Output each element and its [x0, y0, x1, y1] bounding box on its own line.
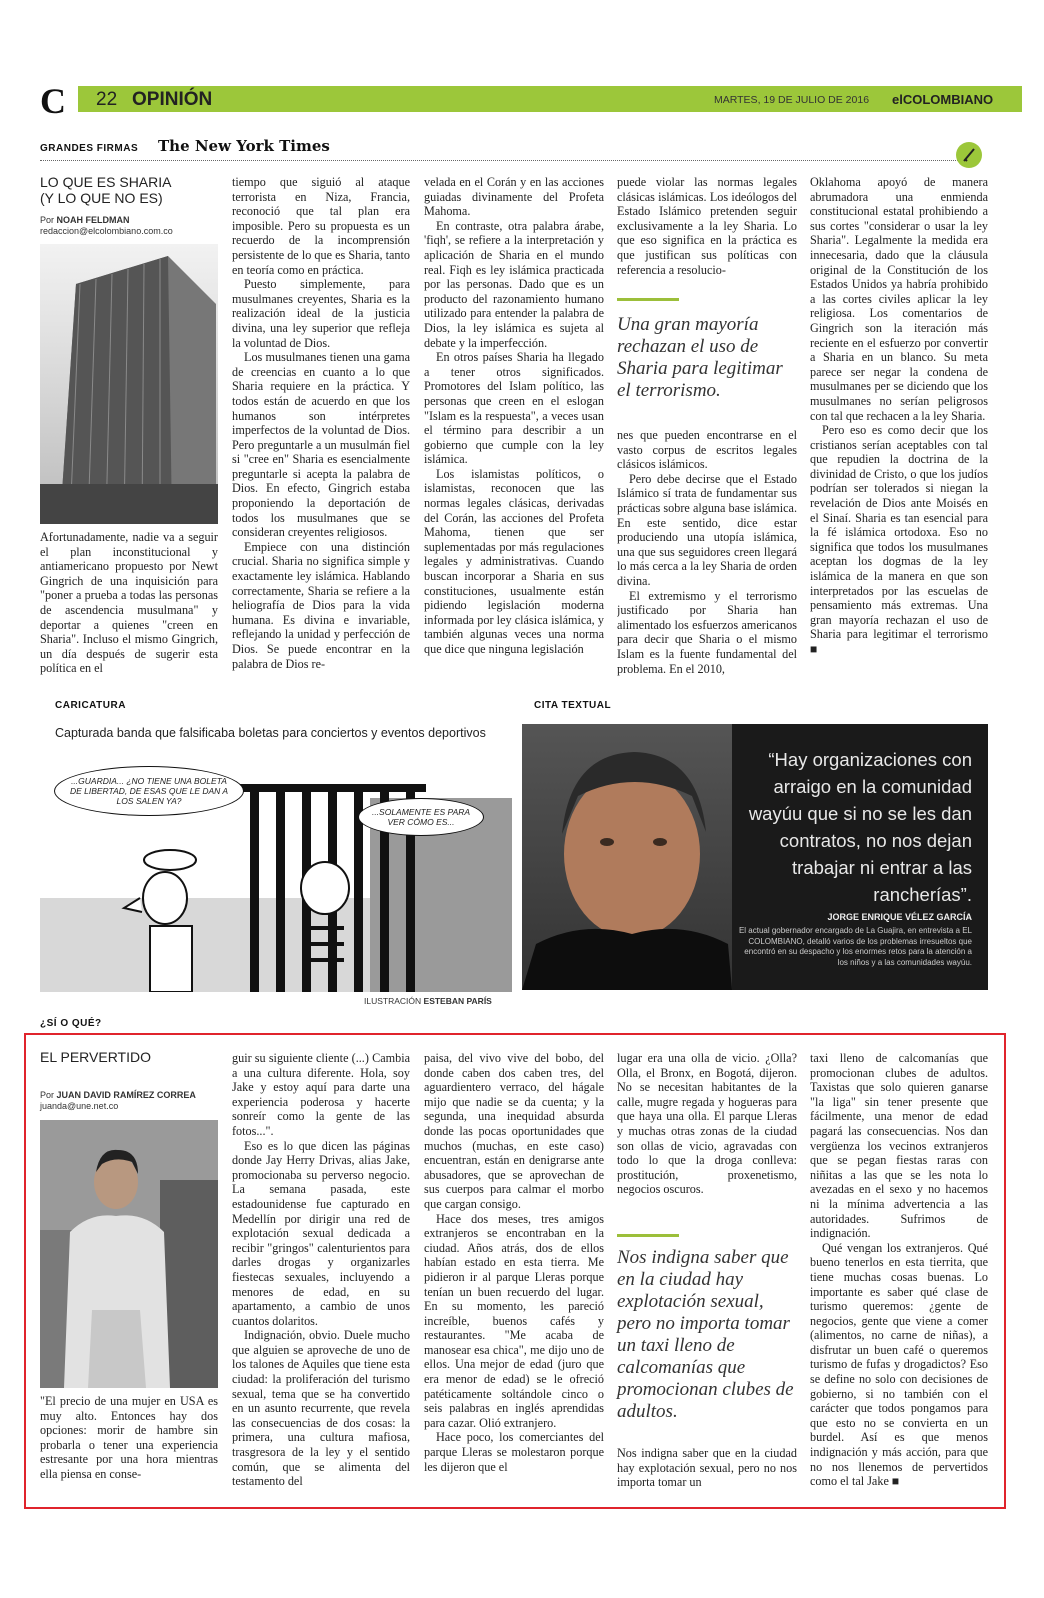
vélez-portrait	[522, 724, 732, 990]
cartoon-credit: ILUSTRACIÓN ESTEBAN PARÍS	[364, 996, 492, 1006]
cartoon-illustration	[40, 748, 512, 992]
article1-col1: Afortunadamente, nadie va a seguir el plan inconstitucional y antiamericano propuesto por Newt Gingrich de una inquisición para "poner a prueba a todas las personas de ascendencia musulmana" y deportar a quienes "creen en Sharia". Incluso el mismo Gingrich, un día después de sugerir esta política en el	[40, 530, 218, 676]
page-number: 22	[96, 89, 118, 110]
si-o-que-label: ¿SÍ O QUÉ?	[40, 1018, 102, 1029]
pen-icon	[956, 142, 982, 168]
cita-quote: “Hay organizaciones con arraigo en la comunidad wayúu que si no se les dan contratos, no nos dejan trabajar ni entrar a las rancherías”.	[748, 749, 972, 905]
header-bar	[40, 81, 1022, 121]
article1-pull-quote: Una gran mayoría rechazan el uso de Sharia para legitimar el terrorismo.	[617, 314, 783, 401]
paper-name: elCOLOMBIANO	[892, 92, 994, 107]
article1-col4-top: puede violar las normas legales clásicas islámicas. Los ideólogos del Estado Islámico pretenden seguir exclusivamente a la ley Sharia. Lo que eso significa en la práctica es que justifican sus políticas con referencia a resolucio-	[617, 175, 797, 277]
section-title: OPINIÓN	[132, 89, 213, 110]
article1-title: LO QUE ES SHARIA (Y LO QUE NO ES)	[40, 174, 172, 206]
article1-col4-bottom: nes que pueden encontrarse en el vasto corpus de escritos legales clásicos islámicos. Pero debe decirse que el Estado Islámico sí trata de fundamentar sus prácticas sobre alguna base islámica. En este sentido, dice estar produciendo una utopía islámica, una que sus seguidores creen llegará lo más cerca a la ley Sharia de orden divina. El extremismo y el terrorismo justificado por Sharia han alimentado los esfuerzos americanos para decir que Sharia o el mismo Islam es la fuente fundamental del problema. En el 2010,	[617, 428, 797, 676]
article2-title: EL PERVERTIDO	[40, 1049, 152, 1065]
cita-label: CITA TEXTUAL	[534, 700, 612, 711]
article2-email: juanda@une.net.co	[40, 1101, 119, 1111]
article2-col1: "El precio de una mujer en USA es muy alto. Entonces hay dos opciones: morir de hambre sin probarla o tener una experiencia estresante por una hora mientras ella piensa en conse-	[40, 1394, 218, 1481]
article2-pull-quote: Nos indigna saber que en la ciudad hay explotación sexual, pero no importa tomar un taxi lleno de calcomanías que promocionan clubes de adultos.	[617, 1247, 794, 1422]
article2-col2: guir su siguiente cliente (...) Cambia a una cultura diferente. Hola, soy Jake y estoy aquí para darte una experiencia poderosa y hacerte sonreír como la gente de las fotos...". Eso es lo que dicen las páginas donde Jay Herry Drivas, alias Jake, promocionaba su perverso negocio. La semana pasada, este estadounidense fue capturado en Medellín por dirigir una red de explotación sexual dedicada a recibir "gringos" calenturientos para darles drogas y organizarles fiestecas sexuales, incluyendo a menores de edad, en su apartamento, a cambio de unos cuantos dolaritos. Indignación, obvio. Duele mucho que alguien se aproveche de uno de los talones de Aquiles que tiene esta ciudad: la proliferación del turismo sexual, tema que se ha convertido en un asunto recurrente, que revela las consecuencias de dos cosas: la primera, una cultura mafiosa, trasgresora de la ley y el sentido común, que se alimenta del testamento del	[232, 1051, 410, 1489]
brand-mark: C	[40, 81, 66, 121]
pull-quote-bar-2	[617, 1234, 679, 1237]
article1-col2: tiempo que siguió al ataque terrorista en Niza, Francia, reconoció que tal plan era imposible. Pero su propuesta es un recuerdo de la incomprensión persistente de lo que es Sharia, tanto en teoría como en práctica. Puesto simplemente, para musulmanes creyentes, Sharia es la realización ideal de la justicia divina, una ley superior que refleja la voluntad de Dios. Los musulmanes tienen una gama de creencias en cuanto a lo que Sharia requiere en la práctica. Y todos están de acuerdo en que los humanos son intérpretes imperfectos de la voluntad de Dios. Pero preguntarle a un musulmán fiel si "cree en" Sharia es esencialmente preguntarle si acepta la palabra de Dios. En efecto, Gingrich estaba proponiendo la deportación de todos los musulmanes que se consideran creyentes religiosos. Empiece con una distinción crucial. Sharia no significa simple y exactamente ley islámica. Hablando correctamente, Sharia se refiere a la heliografía de Dios para la vida humana. Es divina e invariable, reflejando la unidad y perfección de Dios. Se puede encontrar en la palabra de Dios re-	[232, 175, 410, 671]
article2-col4-top: lugar era una olla de vicio. ¿Olla? Olla, el Bronx, en Bogotá, dijeron. No se necesitan habitantes de la calle, mugre regada y hogueras para que haya una olla. El parque Lleras y muchas otras zonas de la ciudad son ollas de vicio, agravadas con todo lo que la droga conlleva: prostitución, proxenetismo, negocios oscuros.	[617, 1051, 797, 1197]
nyt-logo: The New York Times	[158, 137, 330, 155]
cita-caption: El actual gobernador encargado de La Guajira, en entrevista a EL COLOMBIANO, detalló varios de los problemas irresueltos que encontró en su despacho y los enormes retos para la atención a los niños y a las comunidades wayúu.	[738, 926, 972, 967]
caricatura-label: CARICATURA	[55, 700, 126, 711]
caricatura-headline: Capturada banda que falsificaba boletas para conciertos y eventos deportivos	[55, 726, 486, 740]
cita-box	[522, 724, 988, 990]
article2-byline: Por JUAN DAVID RAMÍREZ CORREA	[40, 1090, 196, 1100]
article1-col3: velada en el Corán y en las acciones guiadas divinamente del Profeta Mahoma. En contraste, otra palabra árabe, 'fiqh', se refiere a la interpretación y aplicación de Sharia en el mundo real. Fiqh es ley islámica practicada por las personas. Dado que es un producto del razonamiento humano utilizado para entender la palabra de Dios, la ley islámica es sujeta al debate y la imperfección. En otros países Sharia ha llegado a tener otros significados. Promotores del Islam político, las personas que creen en el eslogan "Islam es la respuesta", a veces usan el término para describir a un gobierno que cumple con la ley islámica. Los islamistas políticos, o islamistas, reconocen que las normas legales clásicas, derivadas del Corán, las acciones del Profeta Mahoma, tienen que ser suplementadas por más regulaciones legales y administrativas. Cuando buscan incorporar a Sharia en sus constituciones, usualmente están pidiendo legislación moderna informada por ley clásica islámica, y también algunas veces una norma que dice que ninguna legislación	[424, 175, 604, 656]
date: MARTES, 19 DE JULIO DE 2016	[714, 94, 870, 106]
grandes-firmas-label: GRANDES FIRMAS	[40, 143, 139, 154]
article1-email: redaccion@elcolombiano.com.co	[40, 226, 173, 236]
speech-bubble-guard: ...GUARDIA... ¿NO TIENE UNA BOLETA DE LIBERTAD, DE ESAS QUE LE DAN A LOS SALEN YA?	[54, 766, 244, 816]
pull-quote-bar	[617, 298, 679, 301]
firmas-rule	[40, 160, 980, 161]
author-photo	[40, 1120, 218, 1388]
article2-col3: paisa, del vivo vive del bobo, del donde caben dos caben tres, del aguardientero verraco, del hágale mijo que nadie se da cuenta; y la segunda, una inequidad absurda donde las pocas oportunidades que muchos (muchas, en este caso) encuentran, están en denigrarse ante abusadores, que se aprovechan de sus cuerpos para calmar el morbo que cargan consigo. Hace dos meses, tres amigos extranjeros se encontraban en la ciudad. Años atrás, dos de ellos habían estado en esta tierra. Me pidieron ir al parque Lleras porque tenían un buen recuerdo del lugar. En su momento, les pareció increíble, buenos cafés y restaurantes. "Me acaba de manosear esa chica", me dijo uno de ellos. Una mejor de edad (juro que era menor de edad) se le ofreció patéticamente soltándole cinco o seis palabras en inglés aprendidas para cazar. Olió extranjero. Hace poco, los comerciantes del parque Lleras se molestaron porque les dijeron que el	[424, 1051, 604, 1474]
article2-col4-bottom: Nos indigna saber que en la ciudad hay explotación sexual, pero no nos importa tomar un	[617, 1446, 797, 1490]
section-band	[78, 86, 1022, 112]
speech-bubble-prisoner: ...SOLAMENTE ES PARA VER CÓMO ES...	[358, 798, 484, 836]
cita-name: JORGE ENRIQUE VÉLEZ GARCÍA	[827, 912, 972, 922]
article2-col5: taxi lleno de calcomanías que promocionan clubes de adultos. Taxistas que solo quieren ganarse "la liga" sin tener presente que fácilmente, una menor de edad pagará las consecuencias. Nos dan vergüenza los vecinos extranjeros que se pegan fiestas raras con niñitas a las que se les nota lo avezadas en el sexo y no hacemos ni la mínima advertencia a las autoridades. Sufrimos de indignación. Qué vengan los extranjeros. Qué bueno tenerlos en esta tierrita, que tiene muchas cosas buenas. Lo importante es saber qué clase de turismo queremos: ¿gente de negocios, gente que viene a comer (alimentos, no carne de niñas), a disfrutar un buen café o queremos turismo de fufas y drogadictos? Eso se define no solo con decisiones de gobierno, si no también con el carácter que todos pongamos para que esto no se convierta en un burdel. Así es que menos indignación y más acción, para que no nos llenemos de pervertidos como el tal Jake ■	[810, 1051, 988, 1489]
article1-col5: Oklahoma apoyó de manera abrumadora una enmienda constitucional estatal prohibiendo a sus cortes "considerar o usar la ley Sharia". Legalmente la medida era innecesaria, dado que la cláusula original de la Constitución de los Estados Unidos ya habría prohibido a las cortes civiles aplicar la ley religiosa. Los comentarios de Gingrich son la iteración más reciente en el esfuerzo por convertir a Sharia en un blanco. Su meta parece ser negar la condena de musulmanes per se diciendo que los musulmanes no serían peligrosos con tal que rechacen a la ley Sharia. Pero eso es como decir que los cristianos serían aceptables con tal que repudien la doctrina de la divinidad de Cristo, o que los judíos podrían ser tolerados si niegan la revelación de Dios ante Moisés en el Sinaí. Sharia es tan esencial para la fé islámica ortodoxa. Eso no significa que todos los musulmanes aceptan los dogmas de la ley islámica de la manera en que son interpretados por las escuelas de pensamiento más extremas. Una gran mayoría rechazan el uso de Sharia para legitimar el terrorismo ■	[810, 175, 988, 656]
article1-byline: Por NOAH FELDMAN	[40, 215, 130, 225]
nyt-building-photo	[40, 244, 218, 524]
